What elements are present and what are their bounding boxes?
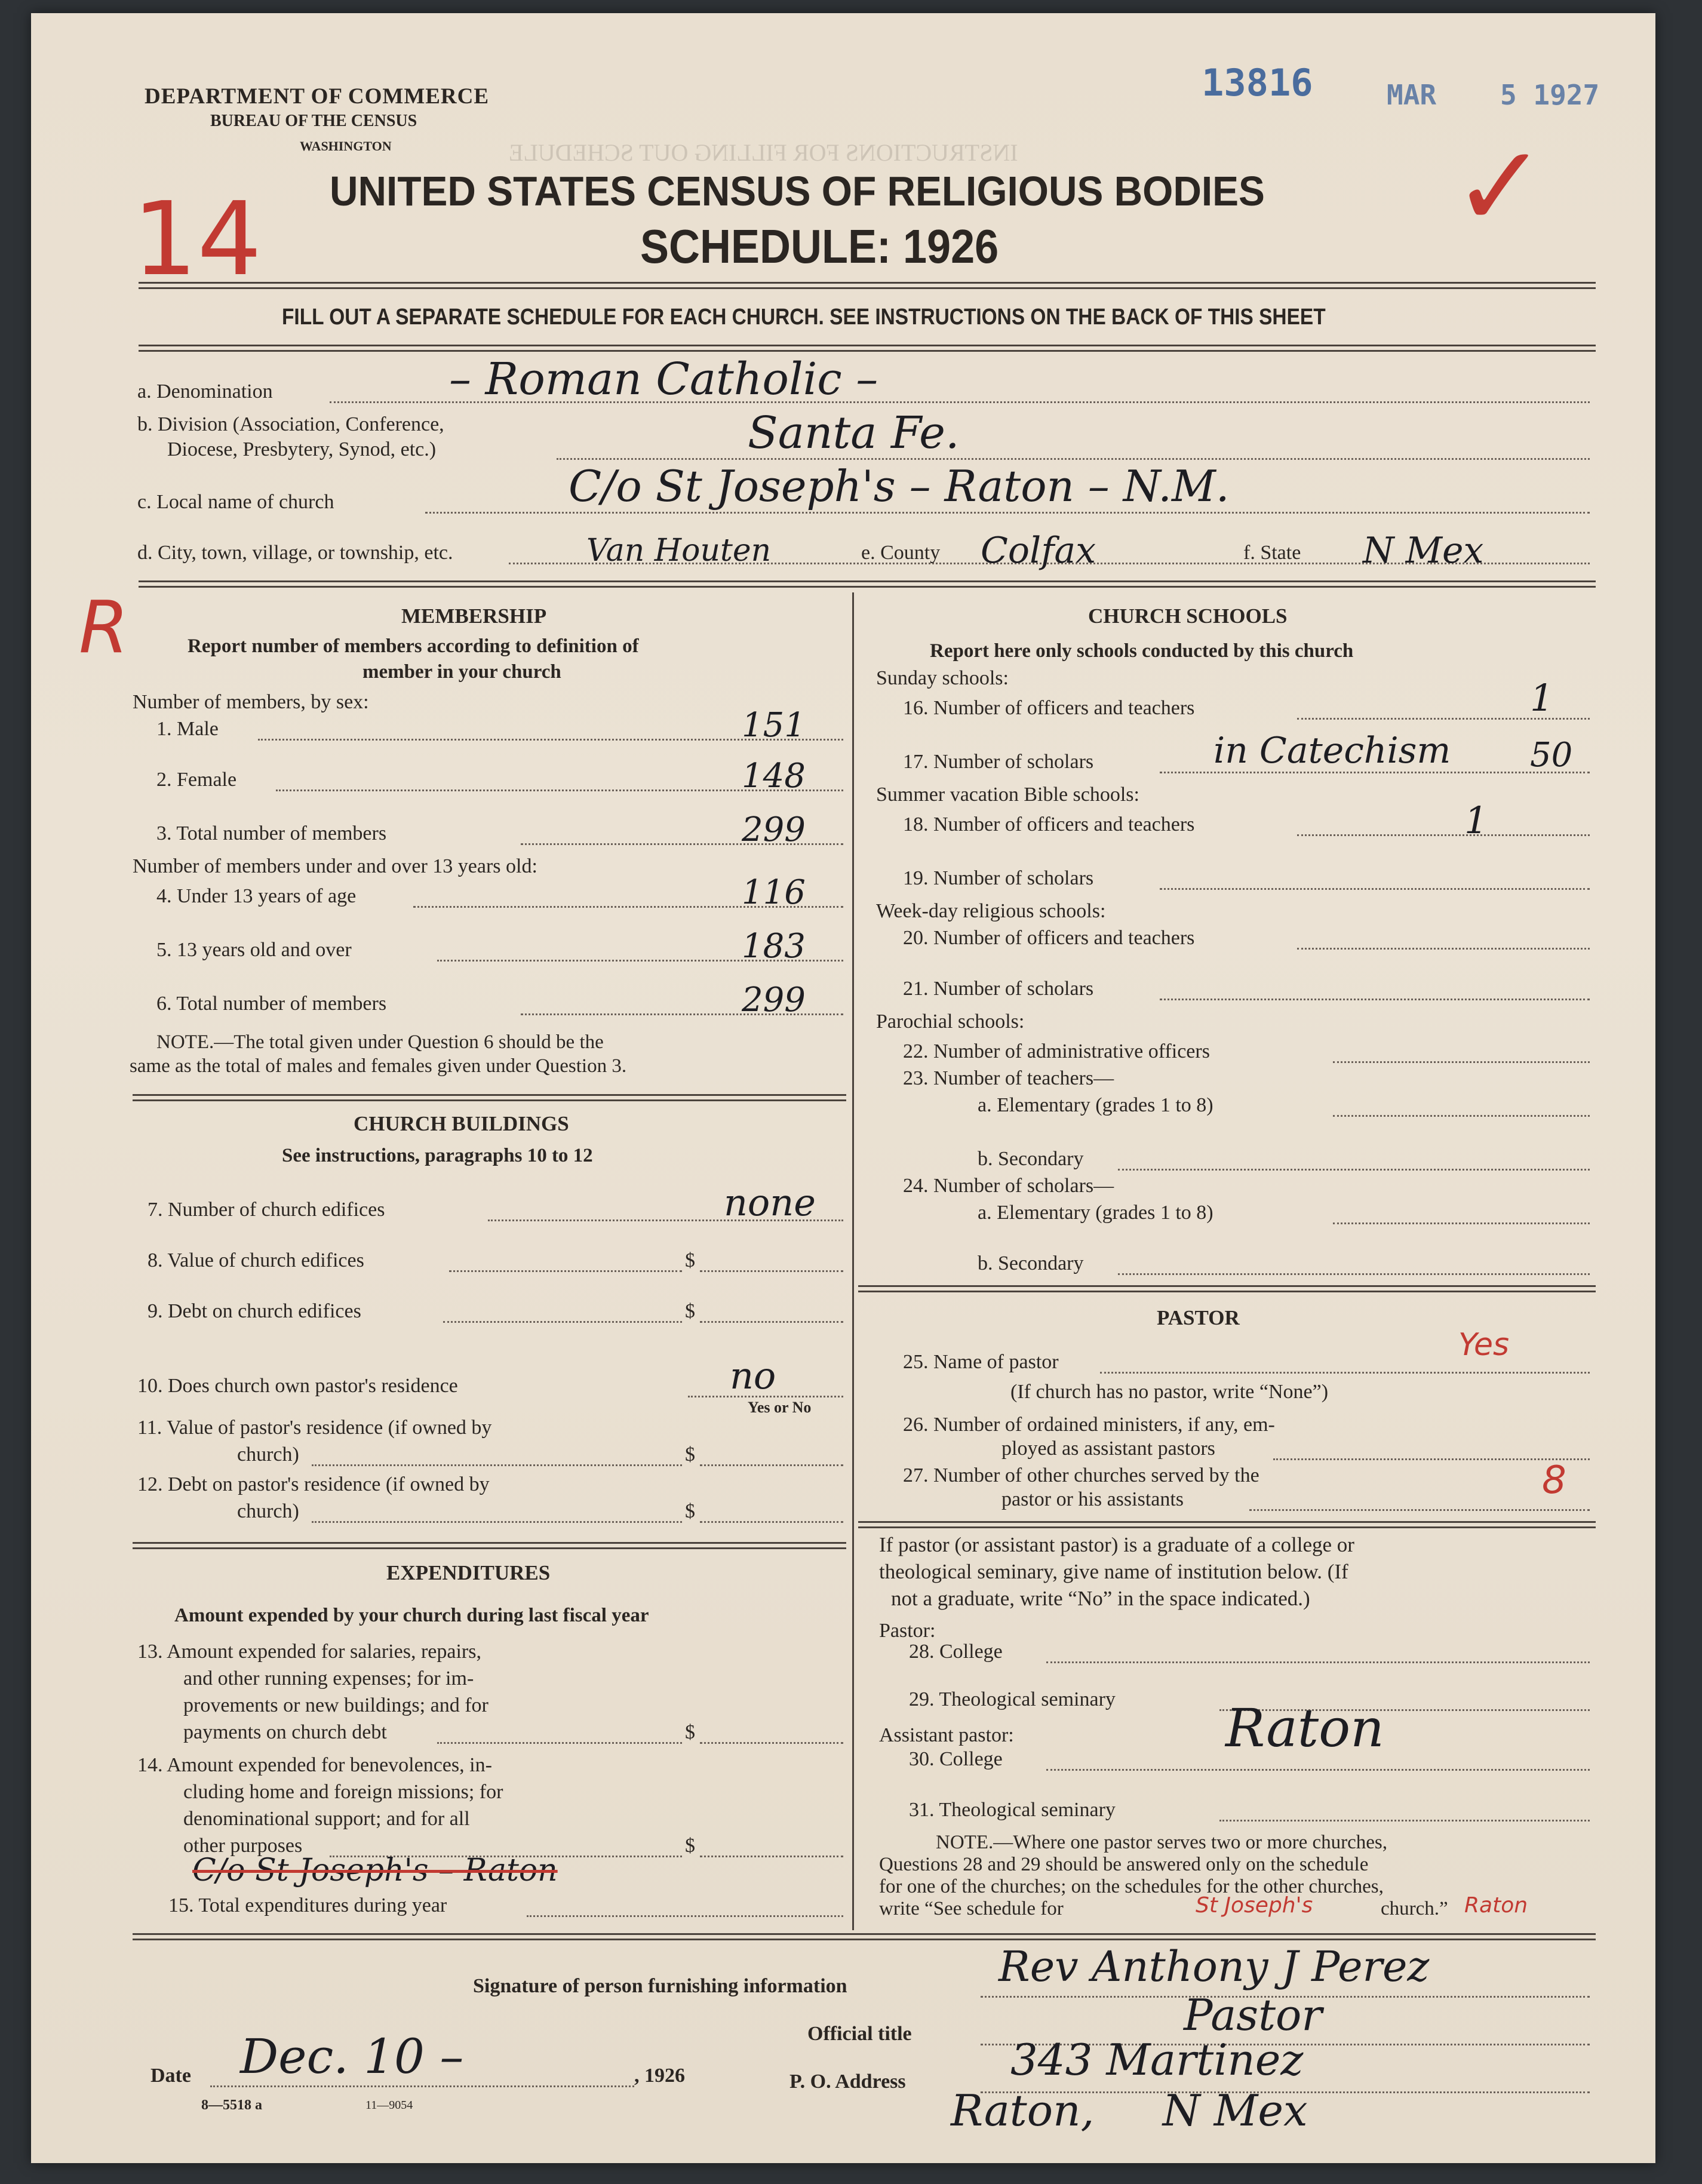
- q8-label: 8. Value of church edifices: [148, 1249, 364, 1271]
- q12-label-2: church): [237, 1500, 299, 1522]
- instruction-bar: FILL OUT A SEPARATE SCHEDULE FOR EACH CHURCH. SEE INSTRUCTIONS ON THE BACK OF THIS SHEET: [282, 305, 1326, 330]
- q3-label: 3. Total number of members: [156, 822, 387, 844]
- q31-label: 31. Theological seminary: [909, 1799, 1116, 1821]
- state-label: f. State: [1243, 542, 1301, 564]
- parochial-schools-label: Parochial schools:: [876, 1010, 1025, 1033]
- signature-value[interactable]: Rev Anthony J Perez: [999, 1942, 1430, 1991]
- q30-label: 30. College: [909, 1748, 1003, 1770]
- expenditures-sub: Amount expended by your church during last fiscal year: [174, 1605, 649, 1626]
- q25-value[interactable]: Yes: [1458, 1327, 1510, 1363]
- print-number: 11—9054: [365, 2099, 413, 2112]
- q28-label: 28. College: [909, 1641, 1003, 1663]
- page-title: UNITED STATES CENSUS OF RELIGIOUS BODIES: [330, 168, 1265, 214]
- local-name-value[interactable]: C/o St Joseph's – Raton – N.M.: [569, 461, 1230, 511]
- q14-label-4: other purposes: [183, 1835, 303, 1857]
- check-mark: ✓: [1452, 121, 1548, 253]
- q24b-label: b. Secondary: [978, 1252, 1084, 1274]
- membership-heading: MEMBERSHIP: [401, 604, 547, 628]
- pastor-note-3: for one of the churches; on the schedules for the other churches,: [879, 1876, 1384, 1897]
- stamp-number: 13816: [1202, 61, 1313, 105]
- q15-label: 15. Total expenditures during year: [168, 1894, 447, 1916]
- dept-name: DEPARTMENT OF COMMERCE: [145, 84, 490, 109]
- q5-label: 5. 13 years old and over: [156, 939, 352, 961]
- q7-label: 7. Number of church edifices: [148, 1199, 385, 1221]
- q26-label-1: 26. Number of ordained ministers, if any, em-: [903, 1414, 1275, 1436]
- q4-label: 4. Under 13 years of age: [156, 885, 357, 907]
- county-value[interactable]: Colfax: [981, 530, 1096, 572]
- q2-label: 2. Female: [156, 769, 237, 791]
- q9-label: 9. Debt on church edifices: [148, 1300, 361, 1322]
- margin-number-14: 14: [133, 180, 262, 299]
- weekday-schools-label: Week-day religious schools:: [876, 900, 1106, 922]
- q14-label-1: 14. Amount expended for benevolences, in-: [137, 1754, 492, 1776]
- bureau-city: WASHINGTON: [300, 139, 392, 153]
- membership-intro-1: Report number of members according to definition of: [188, 635, 639, 657]
- q23b-label: b. Secondary: [978, 1148, 1084, 1170]
- q16-label: 16. Number of officers and teachers: [903, 697, 1195, 719]
- date-year: , 1926: [634, 2065, 685, 2087]
- date-label: Date: [150, 2065, 191, 2087]
- q17-label: 17. Number of scholars: [903, 751, 1094, 773]
- summer-schools-label: Summer vacation Bible schools:: [876, 784, 1139, 806]
- city-label: d. City, town, village, or township, etc.: [137, 542, 453, 564]
- denomination-label: a. Denomination: [137, 380, 273, 403]
- q14-label-3: denominational support; and for all: [183, 1808, 470, 1830]
- q24-label: 24. Number of scholars—: [903, 1175, 1114, 1197]
- q14-dollar: $: [685, 1835, 695, 1857]
- q27-label-2: pastor or his assistants: [1001, 1488, 1184, 1510]
- division-label-1: b. Division (Association, Conference,: [137, 413, 444, 435]
- denomination-value[interactable]: – Roman Catholic –: [449, 354, 878, 405]
- q13-dollar: $: [685, 1721, 695, 1743]
- q23a-label: a. Elementary (grades 1 to 8): [978, 1094, 1213, 1116]
- form-number: 8—5518 a: [201, 2097, 262, 2113]
- q18-label: 18. Number of officers and teachers: [903, 813, 1195, 835]
- date-value[interactable]: Dec. 10 –: [240, 2029, 464, 2084]
- buildings-heading: CHURCH BUILDINGS: [354, 1112, 569, 1135]
- pastor-label: Pastor:: [879, 1620, 936, 1642]
- q11-label-2: church): [237, 1443, 299, 1466]
- q18-value[interactable]: 1: [1464, 798, 1488, 842]
- schools-intro: Report here only schools conducted by this church: [930, 640, 1354, 662]
- yes-no-hint: Yes or No: [748, 1399, 812, 1416]
- pastor-note-handwriting-2[interactable]: Raton: [1464, 1893, 1528, 1918]
- q17-note[interactable]: in Catechism: [1213, 730, 1451, 772]
- q25-note: (If church has no pastor, write “None”): [1010, 1381, 1329, 1403]
- by-age-label: Number of members under and over 13 years old:: [133, 855, 537, 877]
- bleed-through-heading: INSTRUCTIONS FOR FILLING OUT SCHEDULE: [509, 139, 1018, 166]
- division-label-2: Diocese, Presbytery, Synod, etc.): [167, 438, 437, 460]
- pastor-note-4: write “See schedule for: [879, 1898, 1064, 1919]
- pastor-note-1: NOTE.—Where one pastor serves two or more churches,: [936, 1832, 1387, 1853]
- sunday-schools-label: Sunday schools:: [876, 667, 1009, 689]
- q13-label-3: provements or new buildings; and for: [183, 1694, 489, 1716]
- membership-intro-2: member in your church: [362, 661, 561, 683]
- address-value[interactable]: 343 Martinez: [1010, 2035, 1304, 2085]
- schools-heading: CHURCH SCHOOLS: [1088, 604, 1288, 628]
- graduate-instructions-2: theological seminary, give name of institution below. (If: [879, 1560, 1348, 1583]
- q13-label-1: 13. Amount expended for salaries, repairs,: [137, 1641, 481, 1663]
- seminary-handwriting[interactable]: Raton: [1225, 1697, 1384, 1759]
- margin-r-mark: R: [79, 586, 129, 669]
- q8-dollar: $: [685, 1249, 695, 1271]
- q12-label-1: 12. Debt on pastor's residence (if owned by: [137, 1473, 490, 1495]
- census-schedule-sheet: [31, 13, 1655, 2163]
- q13-label-4: payments on church debt: [183, 1721, 387, 1743]
- q9-dollar: $: [685, 1300, 695, 1322]
- q7-value[interactable]: none: [724, 1181, 816, 1224]
- q14-crossed-writing[interactable]: C/o St Joseph's – Raton: [192, 1853, 558, 1888]
- q5-value[interactable]: 183: [742, 927, 806, 966]
- stamp-date: 5 1927: [1500, 79, 1600, 111]
- membership-note-1: NOTE.—The total given under Question 6 should be the: [156, 1031, 604, 1053]
- signature-label: Signature of person furnishing information: [473, 1975, 847, 1997]
- q26-label-2: ployed as assistant pastors: [1001, 1437, 1215, 1460]
- q1-value[interactable]: 151: [742, 706, 806, 745]
- assistant-pastor-label: Assistant pastor:: [879, 1724, 1014, 1746]
- q11-dollar: $: [685, 1443, 695, 1466]
- q29-label: 29. Theological seminary: [909, 1688, 1116, 1710]
- by-sex-label: Number of members, by sex:: [133, 691, 369, 713]
- q4-value[interactable]: 116: [742, 873, 806, 912]
- local-name-label: c. Local name of church: [137, 491, 334, 513]
- q22-label: 22. Number of administrative officers: [903, 1040, 1210, 1062]
- graduate-instructions-3: not a graduate, write “No” in the space indicated.): [891, 1587, 1310, 1610]
- q12-dollar: $: [685, 1500, 695, 1522]
- q23-label: 23. Number of teachers—: [903, 1067, 1114, 1089]
- membership-note-2: same as the total of males and females given under Question 3.: [130, 1055, 627, 1077]
- bureau-name: BUREAU OF THE CENSUS: [210, 112, 417, 130]
- q3-value[interactable]: 299: [742, 810, 806, 849]
- pastor-heading: PASTOR: [1157, 1306, 1240, 1329]
- official-title-value[interactable]: Pastor: [1184, 1990, 1322, 2040]
- expenditures-heading: EXPENDITURES: [386, 1561, 551, 1584]
- county-label: e. County: [861, 542, 941, 564]
- q6-label: 6. Total number of members: [156, 993, 387, 1015]
- q16-value[interactable]: 1: [1530, 676, 1554, 720]
- pastor-note-handwriting[interactable]: St Joseph's: [1196, 1893, 1313, 1918]
- city-value[interactable]: Van Houten: [586, 533, 772, 569]
- stamp-month: MAR: [1387, 79, 1437, 111]
- q20-label: 20. Number of officers and teachers: [903, 927, 1195, 949]
- q14-label-2: cluding home and foreign missions; for: [183, 1781, 503, 1803]
- page-subtitle: SCHEDULE: 1926: [640, 220, 999, 273]
- q1-label: 1. Male: [156, 718, 219, 740]
- q13-label-2: and other running expenses; for im-: [183, 1667, 474, 1690]
- q10-value[interactable]: no: [730, 1354, 776, 1397]
- q27-label-1: 27. Number of other churches served by the: [903, 1464, 1259, 1486]
- state-value[interactable]: N Mex: [1363, 530, 1484, 572]
- q10-label: 10. Does church own pastor's residence: [137, 1375, 458, 1397]
- pastor-note-4-end: church.”: [1381, 1898, 1448, 1919]
- q24a-label: a. Elementary (grades 1 to 8): [978, 1202, 1213, 1224]
- q19-label: 19. Number of scholars: [903, 867, 1094, 889]
- address-label: P. O. Address: [789, 2071, 906, 2093]
- address-line-2[interactable]: Raton, N Mex: [951, 2085, 1308, 2136]
- buildings-sub: See instructions, paragraphs 10 to 12: [282, 1145, 593, 1166]
- q27-value[interactable]: 8: [1542, 1458, 1566, 1503]
- q6-value[interactable]: 299: [742, 981, 806, 1019]
- q25-label: 25. Name of pastor: [903, 1351, 1059, 1373]
- graduate-instructions-1: If pastor (or assistant pastor) is a graduate of a college or: [879, 1533, 1354, 1556]
- q17-value[interactable]: 50: [1530, 736, 1573, 775]
- q11-label-1: 11. Value of pastor's residence (if owned by: [137, 1417, 492, 1439]
- official-title-label: Official title: [807, 2023, 912, 2045]
- q2-value[interactable]: 148: [742, 757, 806, 795]
- division-value[interactable]: Santa Fe.: [748, 407, 960, 459]
- pastor-note-2: Questions 28 and 29 should be answered only on the schedule: [879, 1854, 1369, 1875]
- q21-label: 21. Number of scholars: [903, 978, 1094, 1000]
